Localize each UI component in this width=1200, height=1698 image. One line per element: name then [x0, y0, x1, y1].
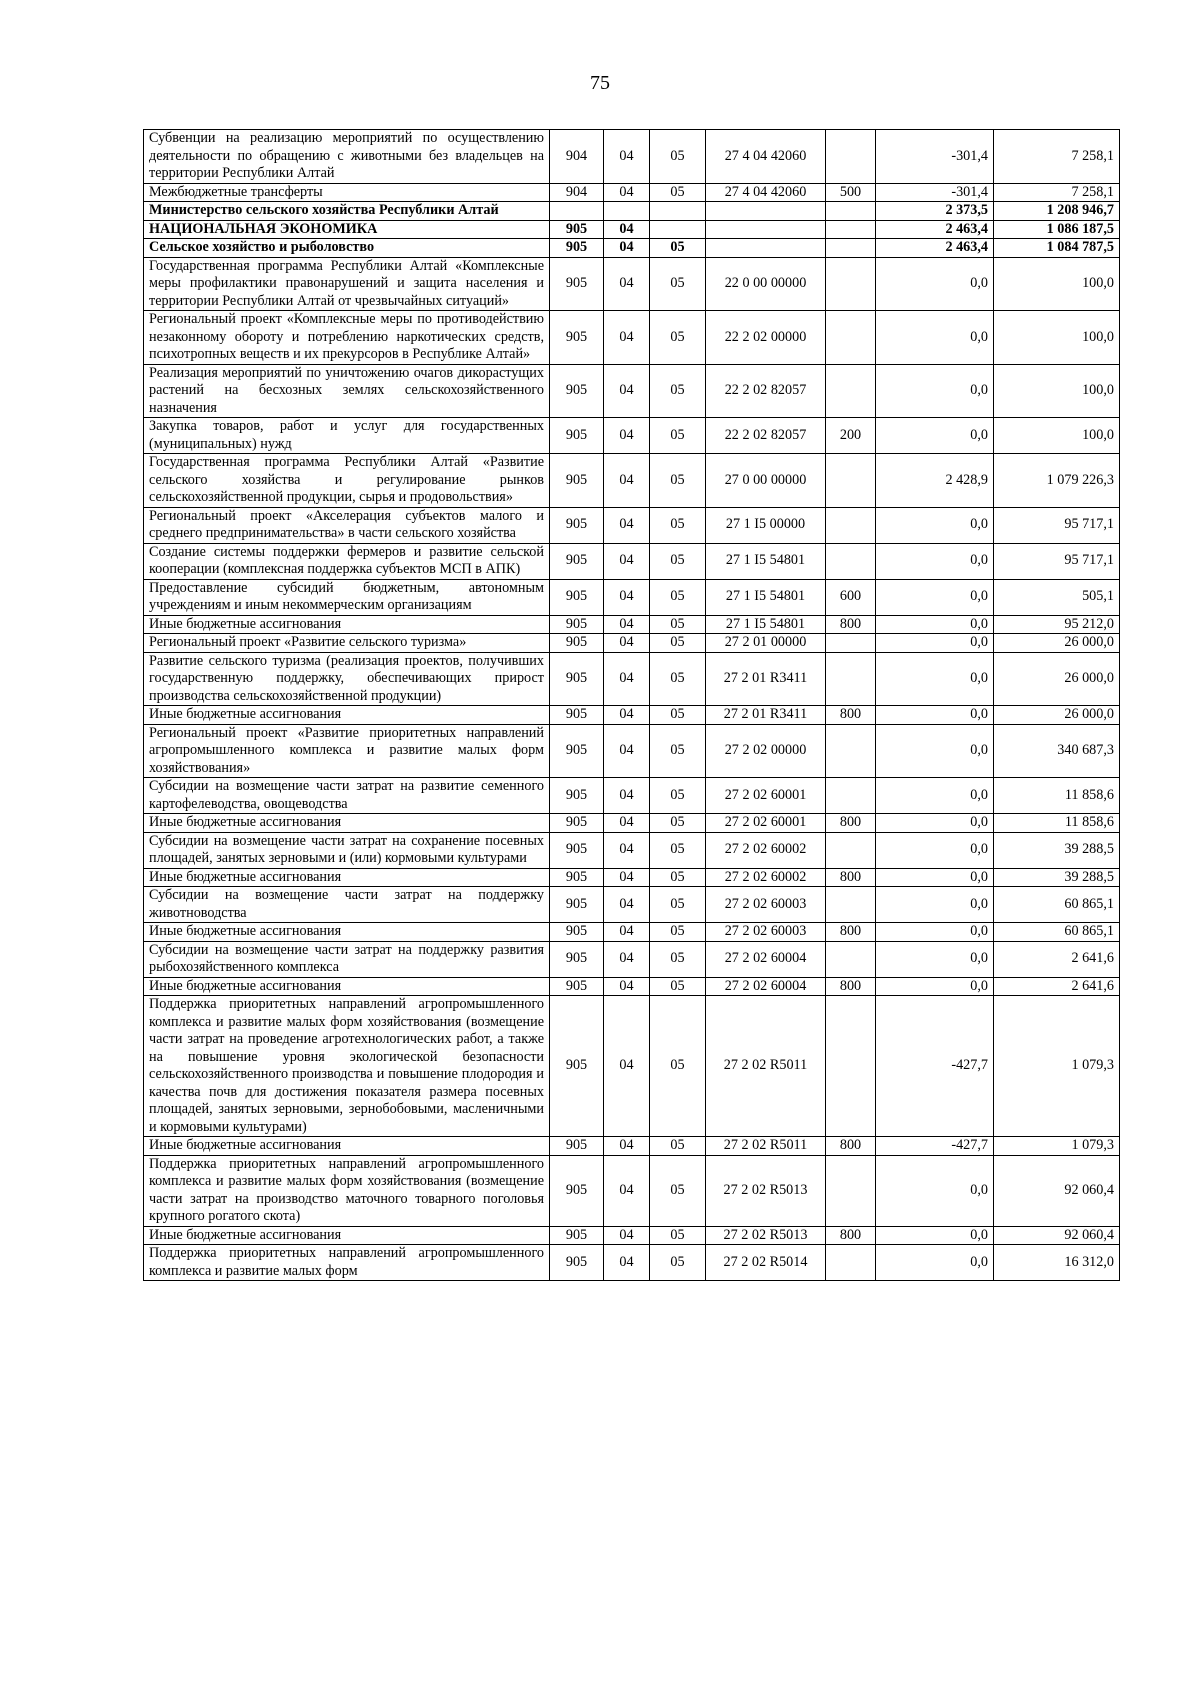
cell-total-amount: 11 858,6 [994, 814, 1120, 833]
cell-change-amount: 0,0 [876, 543, 994, 579]
table-row [144, 634, 1120, 653]
cell-section-code: 04 [604, 1137, 650, 1156]
cell-target-article: 27 1 I5 54801 [706, 615, 826, 634]
cell-subsection-code: 05 [650, 778, 706, 814]
cell-name: Региональный проект «Развитие сельского туризма» [144, 634, 550, 653]
cell-expense-type: 200 [826, 418, 876, 454]
cell-admin-code: 905 [550, 724, 604, 778]
cell-admin-code: 905 [550, 311, 604, 365]
cell-expense-type [826, 454, 876, 508]
cell-subsection-code: 05 [650, 887, 706, 923]
cell-name: Государственная программа Республики Алтай «Комплексные меры профилактики правонарушений и защита населения и территории Республики Алтай от чрезвычайных ситуаций» [144, 257, 550, 311]
cell-expense-type [826, 239, 876, 258]
cell-target-article: 27 2 02 60003 [706, 887, 826, 923]
cell-expense-type: 800 [826, 1137, 876, 1156]
cell-expense-type [826, 724, 876, 778]
cell-subsection-code: 05 [650, 996, 706, 1137]
cell-admin-code: 905 [550, 941, 604, 977]
cell-name: Поддержка приоритетных направлений агропромышленного комплекса и развитие малых форм [144, 1245, 550, 1281]
table-row [144, 814, 1120, 833]
cell-admin-code: 905 [550, 220, 604, 239]
cell-total-amount: 95 717,1 [994, 543, 1120, 579]
cell-change-amount: 0,0 [876, 814, 994, 833]
cell-change-amount: 0,0 [876, 364, 994, 418]
cell-admin-code: 905 [550, 543, 604, 579]
table-row [144, 832, 1120, 868]
cell-change-amount: 0,0 [876, 311, 994, 365]
cell-name: Субсидии на возмещение части затрат на поддержку развития рыбохозяйственного комплекса [144, 941, 550, 977]
cell-change-amount: 0,0 [876, 418, 994, 454]
cell-admin-code: 905 [550, 579, 604, 615]
cell-name: Иные бюджетные ассигнования [144, 1226, 550, 1245]
cell-expense-type [826, 652, 876, 706]
cell-section-code: 04 [604, 418, 650, 454]
cell-section-code: 04 [604, 507, 650, 543]
cell-section-code: 04 [604, 311, 650, 365]
cell-admin-code: 905 [550, 364, 604, 418]
cell-subsection-code: 05 [650, 1137, 706, 1156]
cell-admin-code: 905 [550, 832, 604, 868]
cell-total-amount: 16 312,0 [994, 1245, 1120, 1281]
cell-subsection-code: 05 [650, 454, 706, 508]
cell-total-amount: 1 079,3 [994, 1137, 1120, 1156]
cell-subsection-code: 05 [650, 652, 706, 706]
cell-target-article: 27 2 02 R5011 [706, 1137, 826, 1156]
budget-table [143, 129, 1120, 1281]
cell-subsection-code: 05 [650, 1155, 706, 1226]
cell-name: Региональный проект «Акселерация субъектов малого и среднего предпринимательства» в части сельского хозяйства [144, 507, 550, 543]
cell-admin-code: 905 [550, 868, 604, 887]
cell-admin-code: 905 [550, 1137, 604, 1156]
cell-change-amount: 0,0 [876, 1155, 994, 1226]
cell-target-article: 27 1 I5 00000 [706, 507, 826, 543]
cell-name: Государственная программа Республики Алтай «Развитие сельского хозяйства и регулирование рынков сельскохозяйственной продукции, сырья и продовольствия» [144, 454, 550, 508]
cell-target-article: 27 2 01 R3411 [706, 706, 826, 725]
cell-change-amount: 0,0 [876, 706, 994, 725]
table-row [144, 418, 1120, 454]
table-body [144, 130, 1120, 1281]
table-row [144, 941, 1120, 977]
cell-admin-code: 905 [550, 996, 604, 1137]
cell-target-article: 27 1 I5 54801 [706, 543, 826, 579]
cell-subsection-code: 05 [650, 183, 706, 202]
table-row [144, 706, 1120, 725]
cell-name: Субвенции на реализацию мероприятий по осуществлению деятельности по обращению с животными без владельцев на территории Республики Алтай [144, 130, 550, 184]
cell-target-article: 27 2 02 R5013 [706, 1226, 826, 1245]
table-row [144, 1155, 1120, 1226]
table-row [144, 239, 1120, 258]
cell-admin-code: 905 [550, 418, 604, 454]
cell-expense-type [826, 257, 876, 311]
cell-admin-code [550, 202, 604, 221]
cell-change-amount: 0,0 [876, 507, 994, 543]
cell-subsection-code: 05 [650, 239, 706, 258]
cell-subsection-code: 05 [650, 579, 706, 615]
cell-subsection-code: 05 [650, 832, 706, 868]
table-row [144, 1245, 1120, 1281]
table-row [144, 454, 1120, 508]
cell-total-amount: 92 060,4 [994, 1226, 1120, 1245]
cell-subsection-code [650, 202, 706, 221]
table-row [144, 183, 1120, 202]
cell-target-article: 27 2 02 60002 [706, 832, 826, 868]
cell-change-amount: 0,0 [876, 887, 994, 923]
cell-expense-type [826, 1245, 876, 1281]
cell-change-amount: 2 463,4 [876, 239, 994, 258]
cell-total-amount: 7 258,1 [994, 130, 1120, 184]
cell-name: Региональный проект «Комплексные меры по противодействию незаконному обороту и потреблению наркотических средств, психотропных веществ и их прекурсоров в Республике Алтай» [144, 311, 550, 365]
cell-expense-type: 800 [826, 814, 876, 833]
cell-change-amount: 0,0 [876, 941, 994, 977]
cell-target-article: 27 2 02 60002 [706, 868, 826, 887]
cell-name: Поддержка приоритетных направлений агропромышленного комплекса и развитие малых форм хозяйствования (возмещение части затрат на проведение агротехнологических работ, а также на повышение уровня экологической безопасности сельскохозяйственного производства и повышение плодородия и качества почв для достижения показателя размера посевных площадей, занятых зерновыми, зернобобовыми, масленичными и кормовыми культурами) [144, 996, 550, 1137]
cell-subsection-code: 05 [650, 634, 706, 653]
cell-expense-type [826, 996, 876, 1137]
cell-admin-code: 905 [550, 634, 604, 653]
cell-total-amount: 95 212,0 [994, 615, 1120, 634]
cell-total-amount: 2 641,6 [994, 977, 1120, 996]
cell-name: Предоставление субсидий бюджетным, автономным учреждениям и иным некоммерческим организациям [144, 579, 550, 615]
table-row [144, 977, 1120, 996]
cell-section-code: 04 [604, 977, 650, 996]
cell-total-amount: 2 641,6 [994, 941, 1120, 977]
cell-section-code: 04 [604, 923, 650, 942]
cell-name: Закупка товаров, работ и услуг для государственных (муниципальных) нужд [144, 418, 550, 454]
cell-section-code: 04 [604, 706, 650, 725]
cell-admin-code: 905 [550, 239, 604, 258]
cell-name: Развитие сельского туризма (реализация проектов, получивших государственную поддержку, обеспечивающих прирост производства сельскохозяйственной продукции) [144, 652, 550, 706]
cell-total-amount: 100,0 [994, 364, 1120, 418]
cell-target-article: 27 2 02 60004 [706, 941, 826, 977]
cell-section-code: 04 [604, 996, 650, 1137]
table-row [144, 543, 1120, 579]
cell-admin-code: 904 [550, 130, 604, 184]
table-row [144, 220, 1120, 239]
cell-expense-type [826, 130, 876, 184]
cell-target-article: 27 2 01 R3411 [706, 652, 826, 706]
cell-change-amount: 0,0 [876, 634, 994, 653]
cell-name: Иные бюджетные ассигнования [144, 814, 550, 833]
cell-target-article: 27 4 04 42060 [706, 183, 826, 202]
cell-subsection-code: 05 [650, 1245, 706, 1281]
cell-change-amount: 0,0 [876, 1226, 994, 1245]
table-row [144, 507, 1120, 543]
cell-total-amount: 11 858,6 [994, 778, 1120, 814]
cell-change-amount: 2 428,9 [876, 454, 994, 508]
cell-subsection-code: 05 [650, 868, 706, 887]
cell-total-amount: 1 086 187,5 [994, 220, 1120, 239]
cell-total-amount: 340 687,3 [994, 724, 1120, 778]
cell-total-amount: 1 084 787,5 [994, 239, 1120, 258]
cell-name: Иные бюджетные ассигнования [144, 1137, 550, 1156]
cell-total-amount: 1 208 946,7 [994, 202, 1120, 221]
cell-name: Межбюджетные трансферты [144, 183, 550, 202]
table-row [144, 724, 1120, 778]
cell-target-article: 27 2 01 00000 [706, 634, 826, 653]
cell-section-code: 04 [604, 220, 650, 239]
table-row [144, 868, 1120, 887]
table-row [144, 311, 1120, 365]
cell-section-code: 04 [604, 364, 650, 418]
cell-total-amount: 7 258,1 [994, 183, 1120, 202]
cell-change-amount: -427,7 [876, 1137, 994, 1156]
cell-admin-code: 905 [550, 778, 604, 814]
cell-admin-code: 905 [550, 977, 604, 996]
table-row [144, 1137, 1120, 1156]
cell-subsection-code: 05 [650, 977, 706, 996]
cell-name: Субсидии на возмещение части затрат на поддержку животноводства [144, 887, 550, 923]
cell-section-code: 04 [604, 1155, 650, 1226]
cell-section-code: 04 [604, 543, 650, 579]
cell-change-amount: 0,0 [876, 977, 994, 996]
cell-subsection-code: 05 [650, 364, 706, 418]
cell-target-article: 27 4 04 42060 [706, 130, 826, 184]
cell-total-amount: 100,0 [994, 418, 1120, 454]
cell-section-code: 04 [604, 814, 650, 833]
cell-expense-type [826, 311, 876, 365]
table-row [144, 1226, 1120, 1245]
cell-total-amount: 100,0 [994, 311, 1120, 365]
cell-section-code: 04 [604, 130, 650, 184]
cell-subsection-code: 05 [650, 814, 706, 833]
cell-expense-type [826, 220, 876, 239]
page-number: 75 [590, 72, 610, 94]
cell-expense-type [826, 202, 876, 221]
cell-admin-code: 904 [550, 183, 604, 202]
cell-admin-code: 905 [550, 615, 604, 634]
cell-name: Министерство сельского хозяйства Республики Алтай [144, 202, 550, 221]
cell-section-code: 04 [604, 257, 650, 311]
cell-name: Иные бюджетные ассигнования [144, 706, 550, 725]
cell-section-code: 04 [604, 941, 650, 977]
cell-admin-code: 905 [550, 652, 604, 706]
cell-change-amount: 0,0 [876, 923, 994, 942]
cell-subsection-code: 05 [650, 706, 706, 725]
cell-target-article: 27 2 02 R5014 [706, 1245, 826, 1281]
cell-admin-code: 905 [550, 814, 604, 833]
cell-subsection-code [650, 220, 706, 239]
cell-total-amount: 39 288,5 [994, 868, 1120, 887]
cell-section-code [604, 202, 650, 221]
cell-expense-type: 500 [826, 183, 876, 202]
cell-target-article [706, 239, 826, 258]
table-row [144, 615, 1120, 634]
cell-admin-code: 905 [550, 1245, 604, 1281]
cell-admin-code: 905 [550, 1155, 604, 1226]
cell-subsection-code: 05 [650, 615, 706, 634]
cell-section-code: 04 [604, 868, 650, 887]
cell-name: Субсидии на возмещение части затрат на сохранение посевных площадей, занятых зерновыми и (или) кормовыми культурами [144, 832, 550, 868]
table-row [144, 130, 1120, 184]
cell-target-article: 27 2 02 60001 [706, 814, 826, 833]
cell-total-amount: 60 865,1 [994, 887, 1120, 923]
cell-name: Иные бюджетные ассигнования [144, 868, 550, 887]
table-row [144, 887, 1120, 923]
cell-expense-type [826, 1155, 876, 1226]
cell-change-amount: 0,0 [876, 778, 994, 814]
table-row [144, 652, 1120, 706]
cell-subsection-code: 05 [650, 507, 706, 543]
cell-total-amount: 1 079 226,3 [994, 454, 1120, 508]
cell-admin-code: 905 [550, 1226, 604, 1245]
cell-name: Реализация мероприятий по уничтожению очагов дикорастущих растений на бесхозных землях сельскохозяйственного назначения [144, 364, 550, 418]
cell-expense-type [826, 832, 876, 868]
cell-total-amount: 1 079,3 [994, 996, 1120, 1137]
cell-change-amount: 0,0 [876, 615, 994, 634]
cell-total-amount: 26 000,0 [994, 706, 1120, 725]
cell-expense-type [826, 364, 876, 418]
cell-change-amount: -301,4 [876, 183, 994, 202]
table-row [144, 923, 1120, 942]
cell-admin-code: 905 [550, 257, 604, 311]
cell-subsection-code: 05 [650, 1226, 706, 1245]
cell-expense-type: 800 [826, 923, 876, 942]
cell-change-amount: 2 373,5 [876, 202, 994, 221]
cell-expense-type [826, 941, 876, 977]
cell-change-amount: -301,4 [876, 130, 994, 184]
cell-name: Региональный проект «Развитие приоритетных направлений агропромышленного комплекса и развитие малых форм хозяйствования» [144, 724, 550, 778]
cell-admin-code: 905 [550, 923, 604, 942]
cell-total-amount: 100,0 [994, 257, 1120, 311]
cell-section-code: 04 [604, 1226, 650, 1245]
cell-section-code: 04 [604, 634, 650, 653]
cell-section-code: 04 [604, 615, 650, 634]
table-row [144, 996, 1120, 1137]
table-row [144, 257, 1120, 311]
cell-total-amount: 505,1 [994, 579, 1120, 615]
cell-name: Сельское хозяйство и рыболовство [144, 239, 550, 258]
cell-section-code: 04 [604, 887, 650, 923]
cell-target-article: 27 2 02 R5011 [706, 996, 826, 1137]
cell-section-code: 04 [604, 454, 650, 508]
cell-section-code: 04 [604, 832, 650, 868]
table-row [144, 579, 1120, 615]
cell-expense-type [826, 887, 876, 923]
cell-target-article: 27 2 02 00000 [706, 724, 826, 778]
cell-expense-type: 800 [826, 615, 876, 634]
cell-subsection-code: 05 [650, 923, 706, 942]
cell-section-code: 04 [604, 239, 650, 258]
cell-name: Иные бюджетные ассигнования [144, 615, 550, 634]
cell-section-code: 04 [604, 183, 650, 202]
cell-expense-type [826, 778, 876, 814]
cell-name: Иные бюджетные ассигнования [144, 977, 550, 996]
cell-target-article [706, 220, 826, 239]
cell-change-amount: 0,0 [876, 257, 994, 311]
cell-section-code: 04 [604, 724, 650, 778]
cell-expense-type [826, 634, 876, 653]
cell-expense-type: 800 [826, 868, 876, 887]
cell-change-amount: 2 463,4 [876, 220, 994, 239]
cell-admin-code: 905 [550, 706, 604, 725]
cell-total-amount: 26 000,0 [994, 652, 1120, 706]
cell-admin-code: 905 [550, 454, 604, 508]
cell-name: Создание системы поддержки фермеров и развитие сельской кооперации (комплексная поддержка субъектов МСП в АПК) [144, 543, 550, 579]
cell-change-amount: 0,0 [876, 652, 994, 706]
cell-expense-type: 600 [826, 579, 876, 615]
cell-target-article: 27 2 02 60003 [706, 923, 826, 942]
cell-target-article: 27 0 00 00000 [706, 454, 826, 508]
cell-total-amount: 95 717,1 [994, 507, 1120, 543]
cell-section-code: 04 [604, 652, 650, 706]
cell-section-code: 04 [604, 1245, 650, 1281]
cell-target-article [706, 202, 826, 221]
cell-expense-type: 800 [826, 1226, 876, 1245]
cell-admin-code: 905 [550, 507, 604, 543]
cell-target-article: 27 2 02 60001 [706, 778, 826, 814]
cell-expense-type: 800 [826, 977, 876, 996]
cell-target-article: 27 1 I5 54801 [706, 579, 826, 615]
cell-subsection-code: 05 [650, 724, 706, 778]
cell-target-article: 27 2 02 60004 [706, 977, 826, 996]
cell-target-article: 22 2 02 82057 [706, 418, 826, 454]
cell-target-article: 22 2 02 00000 [706, 311, 826, 365]
cell-expense-type: 800 [826, 706, 876, 725]
cell-target-article: 22 2 02 82057 [706, 364, 826, 418]
table-row [144, 778, 1120, 814]
cell-change-amount: -427,7 [876, 996, 994, 1137]
cell-name: НАЦИОНАЛЬНАЯ ЭКОНОМИКА [144, 220, 550, 239]
cell-section-code: 04 [604, 778, 650, 814]
cell-change-amount: 0,0 [876, 832, 994, 868]
cell-subsection-code: 05 [650, 311, 706, 365]
cell-expense-type [826, 507, 876, 543]
cell-subsection-code: 05 [650, 941, 706, 977]
cell-subsection-code: 05 [650, 130, 706, 184]
cell-name: Субсидии на возмещение части затрат на развитие семенного картофелеводства, овощеводства [144, 778, 550, 814]
table-row [144, 364, 1120, 418]
cell-subsection-code: 05 [650, 418, 706, 454]
cell-total-amount: 92 060,4 [994, 1155, 1120, 1226]
table-row [144, 202, 1120, 221]
cell-name: Поддержка приоритетных направлений агропромышленного комплекса и развитие малых форм хозяйствования (возмещение части затрат на производство маточного товарного поголовья крупного рогатого скота) [144, 1155, 550, 1226]
cell-total-amount: 26 000,0 [994, 634, 1120, 653]
cell-target-article: 27 2 02 R5013 [706, 1155, 826, 1226]
cell-change-amount: 0,0 [876, 1245, 994, 1281]
cell-total-amount: 60 865,1 [994, 923, 1120, 942]
cell-subsection-code: 05 [650, 543, 706, 579]
cell-subsection-code: 05 [650, 257, 706, 311]
cell-total-amount: 39 288,5 [994, 832, 1120, 868]
cell-change-amount: 0,0 [876, 579, 994, 615]
cell-target-article: 22 0 00 00000 [706, 257, 826, 311]
cell-admin-code: 905 [550, 887, 604, 923]
cell-change-amount: 0,0 [876, 724, 994, 778]
cell-change-amount: 0,0 [876, 868, 994, 887]
cell-section-code: 04 [604, 579, 650, 615]
cell-name: Иные бюджетные ассигнования [144, 923, 550, 942]
cell-expense-type [826, 543, 876, 579]
